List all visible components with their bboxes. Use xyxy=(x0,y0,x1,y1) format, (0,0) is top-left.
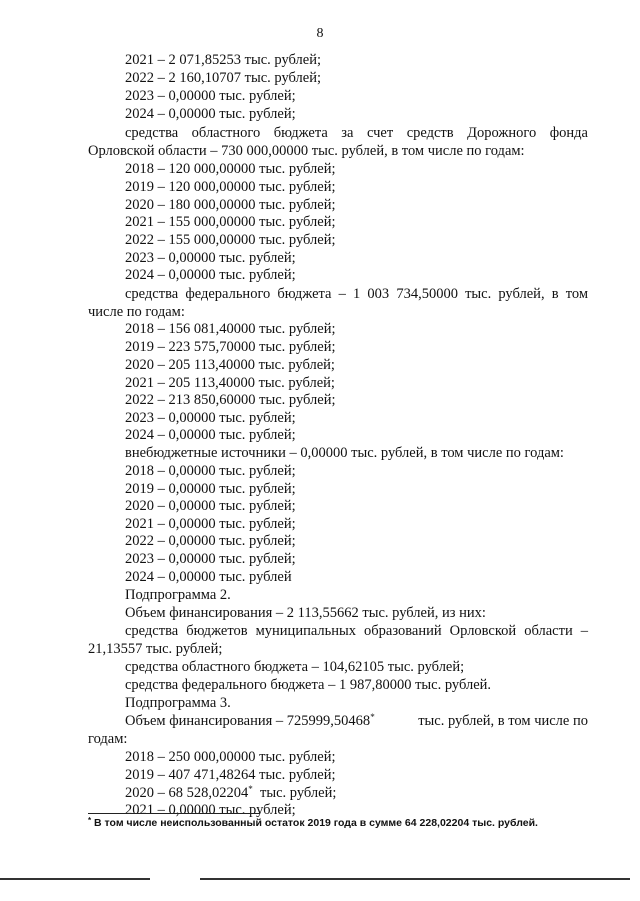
text-line: 2024 – 0,00000 тыс. рублей xyxy=(125,569,292,585)
footnote-marker: * xyxy=(370,712,375,722)
footnote xyxy=(88,817,538,830)
text-line: 21,13557 тыс. рублей; xyxy=(88,641,223,657)
text-line: 2022 – 0,00000 тыс. рублей; xyxy=(125,533,296,549)
text-line: 2019 – 223 575,70000 тыс. рублей; xyxy=(125,339,336,355)
section-heading: Подпрограмма 3. xyxy=(125,695,231,711)
text-line: 2020 – 180 000,00000 тыс. рублей; xyxy=(125,197,336,213)
footnote-separator xyxy=(88,813,260,814)
text-line: 2018 – 0,00000 тыс. рублей; xyxy=(125,463,296,479)
text-line: 2024 – 0,00000 тыс. рублей; xyxy=(125,106,296,122)
section-heading: Подпрограмма 2. xyxy=(125,587,231,603)
text-line: числе по годам: xyxy=(88,304,185,320)
text-line: 2024 – 0,00000 тыс. рублей; xyxy=(125,267,296,283)
text-line: средства областного бюджета – 104,62105 тыс. рублей; xyxy=(125,659,465,675)
text-line: 2019 – 120 000,00000 тыс. рублей; xyxy=(125,179,336,195)
text-line: Объем финансирования – 2 113,55662 тыс. рублей, из них: xyxy=(125,605,486,621)
text-segment xyxy=(125,713,375,730)
text-segment: тыс. рублей, в том числе по xyxy=(418,713,588,729)
text-line: Орловской области – 730 000,00000 тыс. рублей, в том числе по годам: xyxy=(88,143,525,159)
text-line: 2018 – 156 081,40000 тыс. рублей; xyxy=(125,321,336,337)
bottom-divider xyxy=(0,878,150,880)
text-fragment: тыс. рублей; xyxy=(260,785,337,801)
text-line: 2022 – 155 000,00000 тыс. рублей; xyxy=(125,232,336,248)
text-line: 2021 – 205 113,40000 тыс. рублей; xyxy=(125,375,335,391)
text-line: 2023 – 0,00000 тыс. рублей; xyxy=(125,88,296,104)
text-line: годам: xyxy=(88,731,128,747)
text-line: 2023 – 0,00000 тыс. рублей; xyxy=(125,551,296,567)
text-line: 2023 – 0,00000 тыс. рублей; xyxy=(125,410,296,426)
text-line: 2021 – 0,00000 тыс. рублей; xyxy=(125,516,296,532)
text-line: 2020 – 0,00000 тыс. рублей; xyxy=(125,498,296,514)
text-line: 2021 – 2 071,85253 тыс. рублей; xyxy=(125,52,321,68)
text-line: 2024 – 0,00000 тыс. рублей; xyxy=(125,427,296,443)
text-line: 2021 – 0,00000 тыс. рублей; xyxy=(125,802,296,818)
text-line: 2018 – 250 000,00000 тыс. рублей; xyxy=(125,749,336,765)
text-line: средства областного бюджета за счет средств Дорожного фонда xyxy=(125,125,588,141)
footnote-text: В том числе неиспользованный остаток 2019 года в сумме 64 228,02204 тыс. рублей. xyxy=(94,817,538,829)
text-line: 2020 – 205 113,40000 тыс. рублей; xyxy=(125,357,335,373)
bottom-divider xyxy=(200,878,630,880)
footnote-marker: * xyxy=(88,816,92,825)
text-line: 2018 – 120 000,00000 тыс. рублей; xyxy=(125,161,336,177)
text-line: 2022 – 213 850,60000 тыс. рублей; xyxy=(125,392,336,408)
text-line-with-footnote xyxy=(125,785,336,802)
text-line: средства бюджетов муниципальных образований Орловской области – xyxy=(125,623,588,639)
text-fragment: Объем финансирования – 725999,50468 xyxy=(125,713,371,729)
footnote-marker: * xyxy=(248,784,253,794)
text-line: 2019 – 407 471,48264 тыс. рублей; xyxy=(125,767,336,783)
text-line: 2019 – 0,00000 тыс. рублей; xyxy=(125,481,296,497)
text-line: внебюджетные источники – 0,00000 тыс. рублей, в том числе по годам: xyxy=(125,445,564,461)
text-line-with-footnote xyxy=(125,713,588,730)
text-fragment: 2020 – 68 528,02204 xyxy=(125,785,249,801)
page-number: 8 xyxy=(316,26,324,41)
text-line: 2023 – 0,00000 тыс. рублей; xyxy=(125,250,296,266)
text-line: средства федерального бюджета – 1 987,80000 тыс. рублей. xyxy=(125,677,492,693)
text-line: 2021 – 155 000,00000 тыс. рублей; xyxy=(125,214,336,230)
text-line: 2022 – 2 160,10707 тыс. рублей; xyxy=(125,70,321,86)
text-line: средства федерального бюджета – 1 003 734,50000 тыс. рублей, в том xyxy=(125,286,588,302)
